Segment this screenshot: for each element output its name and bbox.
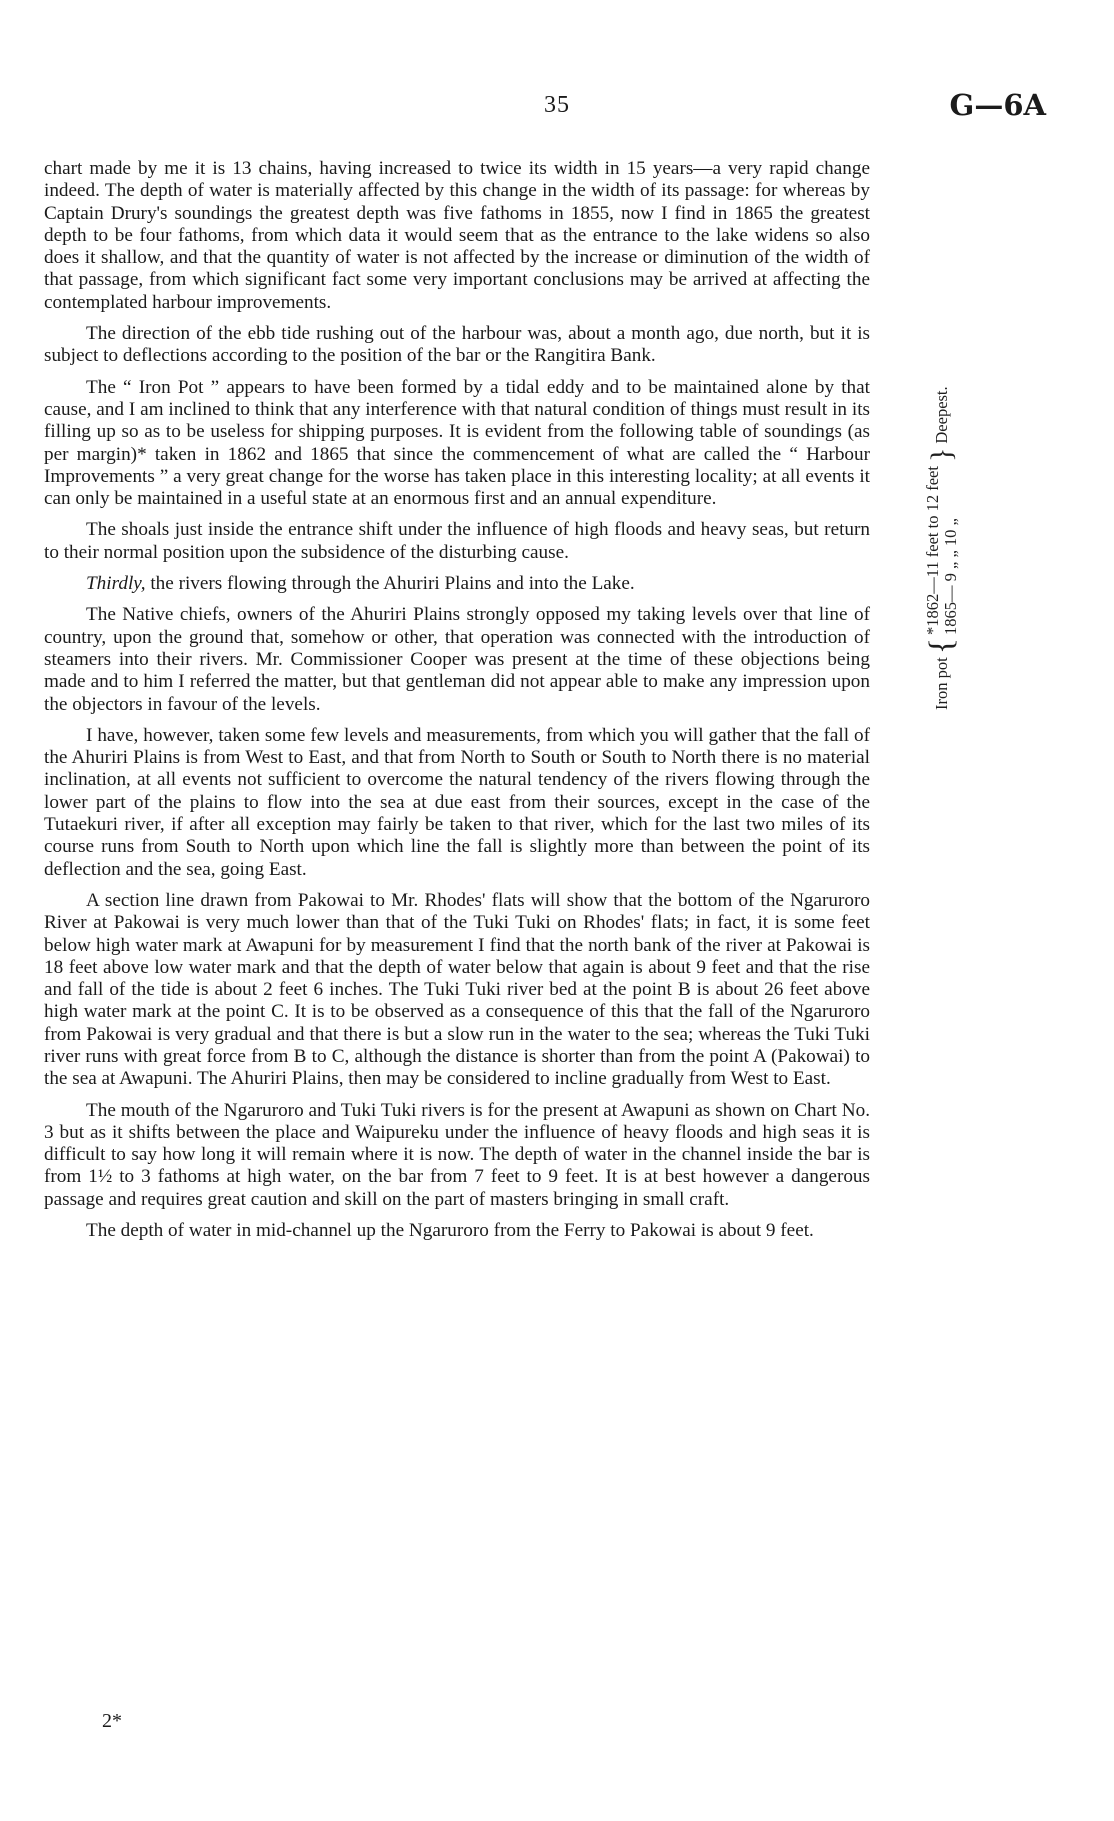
margin-note-label: Iron pot — [932, 657, 951, 710]
body-text — [44, 158, 870, 1251]
signature-mark: 2* — [102, 1710, 122, 1732]
thirdly-text: the rivers flowing through the Ahuriri Plains and into the Lake. — [145, 573, 635, 595]
paragraph: The shoals just inside the entrance shift under the influence of high floods and heavy seas, but return to their normal position upon the subsidence of the disturbing cause. — [44, 519, 870, 563]
paragraph: The Native chiefs, owners of the Ahuriri Plains strongly opposed my taking levels over that line of country, upon the ground that, somehow or other, that operation was connected with the introduction of steamers into their rivers. Mr. Commissioner Cooper was present at the time of these objections being made and to him I referred the matter, but that gentleman did not appear able to make any impression upon the objectors in favour of the levels. — [44, 604, 870, 715]
margin-note-suffix: Deepest. — [932, 386, 951, 444]
right-brace-icon: } — [925, 447, 958, 463]
paragraph: The depth of water in mid-channel up the Ngaruroro from the Ferry to Pakowai is about 9 feet. — [86, 1220, 814, 1242]
section-heading-paragraph — [44, 573, 870, 595]
series-label: G—6A — [949, 88, 1046, 122]
left-brace-icon: { — [923, 637, 960, 655]
thirdly-label: Thirdly, — [86, 573, 146, 595]
paragraph: chart made by me it is 13 chains, having increased to twice its width in 15 years—a very rapid change indeed. The depth of water is materially affected by this change in the width of its passage: for whereas by Captain Drury's soundings the greatest depth was five fathoms in 1855, now I find in 1865 the greatest depth to be four fathoms, from which data it would seem that as the entrance to the lake widens so also does it shallow, and that the quantity of water is not affected by the increase or diminution of the width of that passage, from which significant fact some very important conclusions may be arrived at affecting the contemplated harbour improvements. — [44, 158, 870, 313]
paragraph: I have, however, taken some few levels and measurements, from which you will gather that the fall of the Ahuriri Plains is from West to East, and that from North to South or South to North there is no material inclination, at all events not sufficient to overcome the natural tendency of the rivers flowing through the lower part of the plains to flow into the sea at due east from their sources, except in the case of the Tutaekuri river, if after all exception may fairly be taken to that river, which for the last two miles of its course runs from South to North upon which line the fall is slightly more than between the point of its deflection and the sea, going East. — [44, 724, 870, 880]
paragraph: The mouth of the Ngaruroro and Tuki Tuki rivers is for the present at Awapuni as shown on Chart No. 3 but as it shifts between the place and Waipureku under the influence of heavy floods and high seas it is difficult to say how long it will remain where it is now. The depth of water in the channel inside the bar is from 1½ to 3 fathoms at high water, on the bar from 7 feet to 9 feet. It is at best however a dangerous passage and requires great caution and skill on the part of masters bringing in small craft. — [44, 1099, 870, 1210]
margin-note-row: *1862—11 feet to 12 feet — [923, 466, 942, 635]
page-number: 35 — [544, 92, 570, 118]
paragraph: The “ Iron Pot ” appears to have been formed by a tidal eddy and to be maintained alone by that cause, and I am inclined to think that any interference with that natural condition of things must result in its filling up so as to be useless for shipping purposes. It is evident from the following table of soundings (as per margin)* taken in 1862 and 1865 that since the commencement of what are called the “ Harbour Improvements ” a very great change for the worse has taken place in this interesting locality; at all events it can only be maintained in a useful state at an enormous first and an annual expenditure. — [44, 376, 870, 510]
paragraph: The direction of the ebb tide rushing out of the harbour was, about a month ago, due north, but it is subject to deflections according to the position of the bar or the Rangitira Bank. — [44, 323, 870, 367]
margin-note-row: 1865— 9 „ „ 10 „ — [941, 518, 960, 635]
paragraph: A section line drawn from Pakowai to Mr. Rhodes' flats will show that the bottom of the Ngaruroro River at Pakowai is very much lower than that of the Tuki Tuki on Rhodes' flats; in fact, it is some feet below high water mark at Awapuni for by measurement I find that the north bank of the river at Pakowai is 18 feet above low water mark and that the depth of water below that again is about 9 feet and that the rise and fall of the tide is about 2 feet 6 inches. The Tuki Tuki river bed at the point B is about 26 feet above high water mark at the point C. It is to be observed as a consequence of this that the fall of the Ngaruroro from Pakowai is very gradual and that there is but a slow run in the water to the sea; whereas the Tuki Tuki river runs with great force from B to C, although the distance is shorter than from the point A (Pakowai) to the sea at Awapuni. The Ahuriri Plains, then may be considered to incline gradually from West to East. — [44, 889, 870, 1090]
